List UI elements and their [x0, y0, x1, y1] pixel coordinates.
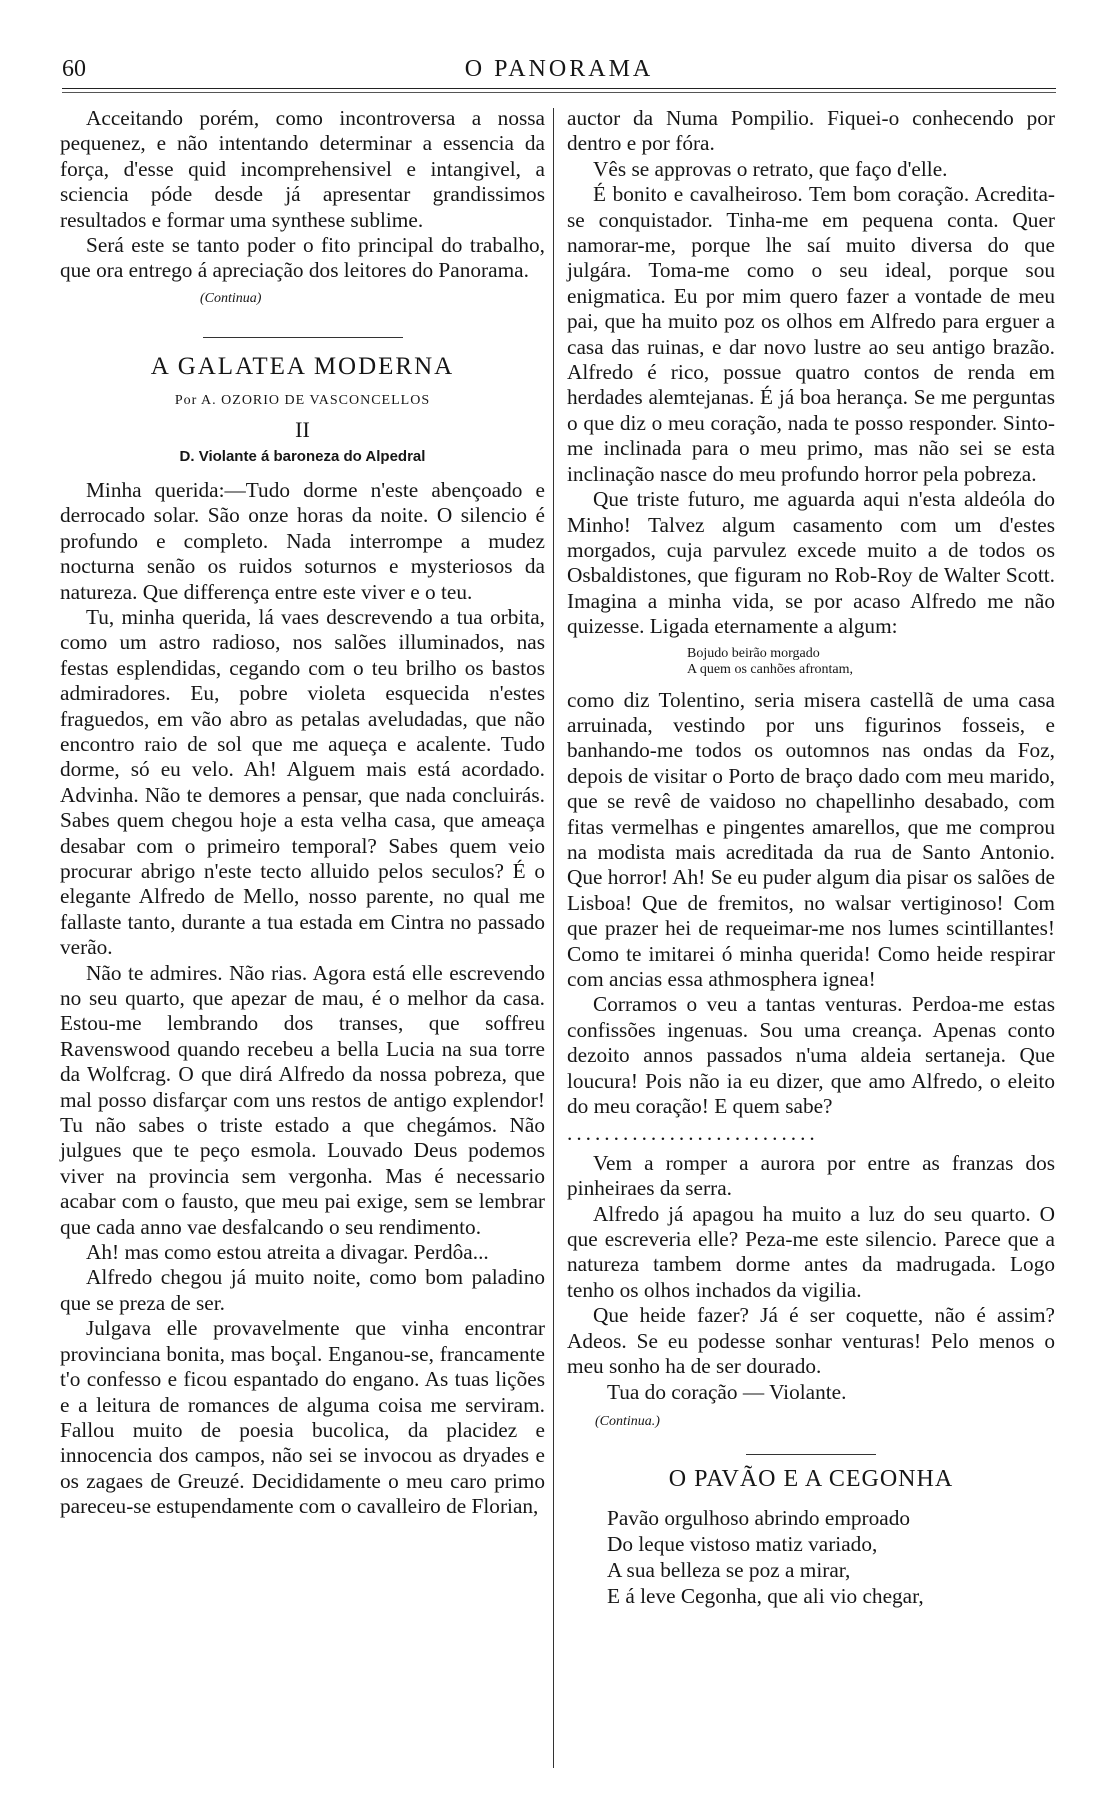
page-number: 60: [62, 56, 86, 82]
body-paragraph: Vem a romper a aurora por entre as franzas dos pinheiraes da serra.: [567, 1150, 1055, 1201]
body-paragraph: Minha querida:—Tudo dorme n'este abençoado e derrocado solar. São onze horas da noite. O silencio é profundo e completo. Nada interrompe a mudez nocturna senão os ruidos soturnos e mysteriosos da natureza. Que differença entre este viver e o teu.: [60, 477, 545, 604]
body-paragraph: Julgava elle provavelmente que vinha encontrar provinciana bonita, mas boçal. Enganou-se, francamente t'o confesso e ficou espantado do engano. As tuas lições e a leitura de romances de alguma coisa me serviram. Fallou muito de poesia bucolica, da placidez e innocencia dos campos, não sei se invocou as dryades e os zagaes de Greuzé. Decididamente o meu caro primo pareceu-se estupendamente com o cavalleiro de Florian,: [60, 1316, 545, 1519]
letter-signoff: Tua do coração — Violante.: [607, 1379, 847, 1404]
body-paragraph: Ah! mas como estou atreita a divagar. Perdôa...: [86, 1240, 489, 1265]
poem-line: A sua belleza se poz a mirar,: [607, 1557, 851, 1582]
body-paragraph: É bonito e cavalheiroso. Tem bom coração. Acredita-se conquistador. Tinha-me em pequena conta. Quer namorar-me, porque lhe saí muito diversa do que julgára. Toma-me como o seu ideal, porque sou enigmatica. Eu por mim quero fazer a vontade de meu pai, que ha muito poz os olhos em Alfredo para erguer a casa das ruinas, e dar novo lustre ao seu antigo brazão. Alfredo é rico, possue quatro contos de renda em herdades alemtejanas. É já boa herança. Se me perguntas o que diz o meu coração, nada te posso responder. Sinto-me inclinada para o meu primo, mas não sei se esta inclinação nasce do meu profundo horror pela pobreza.: [567, 182, 1055, 486]
verse-quote: [687, 646, 1055, 678]
intro-paragraph: Acceitando porém, como incontroversa a nossa pequenez, e não intentando determinar a essencia da força, d'esse quid incomprehensivel e intangivel, a sciencia póde desde já apresentar grandissimos resultados e formar uma synthese sublime.: [60, 106, 545, 232]
publication-title: O PANORAMA: [464, 56, 654, 82]
poem-line: Pavão orgulhoso abrindo emproado: [607, 1505, 911, 1530]
header-rule-thin: [62, 92, 1056, 93]
poem: [607, 1505, 1055, 1609]
column-divider: [553, 108, 554, 1768]
poem-line: Do leque vistoso matiz variado,: [607, 1531, 878, 1556]
dotted-break: ...........................: [567, 1121, 819, 1146]
body-paragraph: Alfredo já apagou ha muito a luz do seu quarto. O que escreveria elle? Peza-me este silencio. Parece que a natureza tambem dorme antes da madrugada. Logo tenho os olhos inchados da vigilia.: [567, 1201, 1055, 1302]
fable-title: O PAVÃO E A CEGONHA: [668, 1466, 954, 1493]
intro-paragraph: Será este se tanto poder o fito principal do trabalho, que ora entrego á apreciação dos leitores do Panorama.: [60, 233, 545, 283]
section-number: II: [295, 417, 310, 443]
body-paragraph: auctor da Numa Pompilio. Fiquei-o conhecendo por dentro e por fóra.: [567, 106, 1055, 156]
body-paragraph: Corramos o veu a tantas venturas. Perdoa-me estas confissões ingenuas. Sou uma creança. Apenas conto dezoito annos passados n'uma aldeia sertaneja. Que loucura! Pois não ia eu dizer, que amo Alfredo, o eleito do meu coração! E quem sabe?: [567, 992, 1055, 1119]
continua-note: (Continua.): [595, 1413, 660, 1429]
section-separator: [203, 337, 403, 338]
section-separator: [746, 1454, 876, 1455]
body-paragraph: Não te admires. Não rias. Agora está elle escrevendo no seu quarto, que apezar de mau, é o melhor da casa. Estou-me lembrando dos transes, que soffreu Ravenswood quando recebeu a bella Lucia na sua torre da Wolfcrag. O que dirá Alfredo da nossa pobreza, que mal posso disfarçar com uns restos de antigo explendor! Tu não sabes o triste estado a que chegámos. Não julgues que te peço esmola. Louvado Deus podemos viver na provincia sem vergonha. Mas é necessario acabar com o fausto, que meu pai exige, sem se lembrar que cada anno vae desfalcando o seu rendimento.: [60, 960, 545, 1239]
body-paragraph: Alfredo chegou já muito noite, como bom paladino que se preza de ser.: [60, 1265, 545, 1315]
poem-line: E á leve Cegonha, que ali vio chegar,: [607, 1583, 924, 1608]
body-paragraph: como diz Tolentino, seria misera castellã de uma casa arruinada, vestindo por uns figurinos fosseis, e banhando-me todos os outomnos nas ondas da Foz, depois de visitar o Porto de braço dado com meu marido, que se revê de vaidoso no chapellinho desabado, com fitas vermelhas e pingentes amarellos, que me comprou na modista mais acreditada da rua de Santo Antonio. Que horror! Ah! Se eu puder algum dia pisar os salões de Lisboa! Que de fremitos, no walsar vertiginoso! Com que prazer hei de requeimar-me nos lumes scintillantes! Como te imitarei ó minha querida! Como heide respirar com ancias essa athmosphera ignea!: [567, 687, 1055, 991]
quote-line: Bojudo beirão morgado: [687, 645, 820, 661]
body-paragraph: Tu, minha querida, lá vaes descrevendo a tua orbita, como um astro radioso, nos salões illuminados, nas festas esplendidas, cegando com o teu brilho os bastos admiradores. Eu, pobre violeta esquecida n'estes fraguedos, em vão abro as petalas aveludadas, que não encontro raio de sol que me aqueça e acalente. Tudo dorme, só eu velo. Ah! Alguem mais está acordado. Advinha. Não te demores a pensar, que nada concluirás. Sabes quem chegou hoje a esta velha casa, que ameaça desabar com o primeiro temporal? Sabes quem veio procurar abrigo n'este tecto alluido pelos seculos? É o elegante Alfredo de Mello, nosso parente, no qual me fallaste tanto, durante a tua estada em Cintra no passado verão.: [60, 604, 545, 960]
article-author: Por A. OZORIO DE VASCONCELLOS: [174, 392, 431, 408]
header-rule: [62, 88, 1056, 89]
continua-note: (Continua): [200, 290, 262, 306]
body-paragraph: Que triste futuro, me aguarda aqui n'esta aldeóla do Minho! Talvez algum casamento com um d'estes morgados, cuja parvulez excede muito a de todos os Osbaldistones, que figuram no Rob-Roy de Walter Scott. Imagina a minha vida, se por acaso Alfredo me não quizesse. Ligada eternamente a algum:: [567, 487, 1055, 639]
page-header: [62, 46, 1056, 86]
letter-heading: D. Violante á baroneza do Alpedral: [179, 448, 426, 466]
right-column: [567, 106, 1055, 1609]
quote-line: A quem os canhões afrontam,: [687, 661, 854, 677]
article-title: A GALATEA MODERNA: [150, 353, 455, 381]
left-column: [60, 106, 545, 1520]
body-paragraph: Vês se approvas o retrato, que faço d'elle.: [593, 156, 948, 181]
body-paragraph: Que heide fazer? Já é ser coquette, não é assim? Adeos. Se eu podesse sonhar venturas! Pelo menos o meu sonho ha de ser dourado.: [567, 1303, 1055, 1379]
